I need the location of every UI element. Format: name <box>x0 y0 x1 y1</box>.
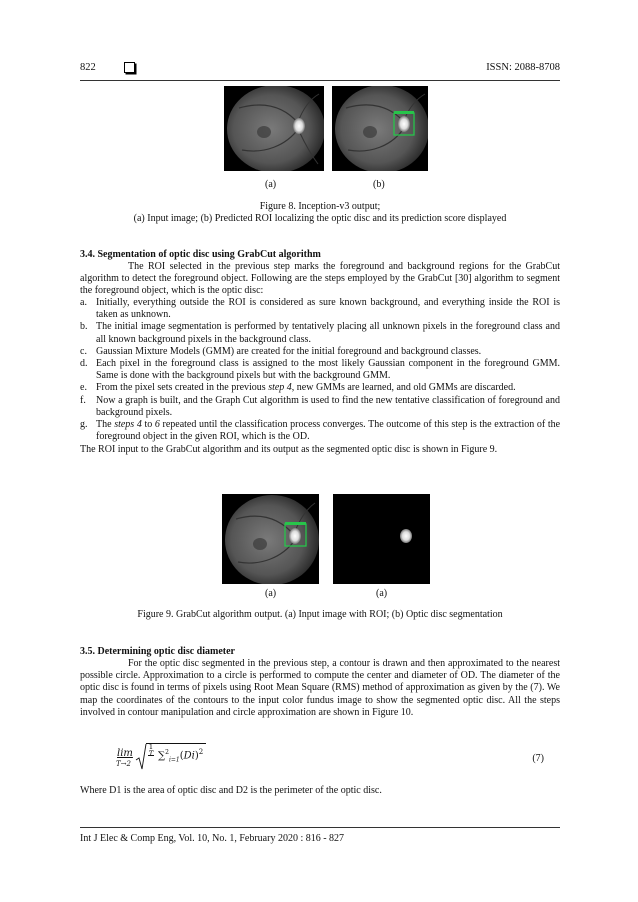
fig9-caption: Figure 9. GrabCut algorithm output. (a) Input image with ROI; (b) Optic disc segmentation <box>137 609 503 620</box>
list-item: g. The steps 4 to 6 repeated until the classification process converges. The outcome of this step is the extraction of the foreground object in the given ROI, which is the OD. <box>80 419 561 443</box>
page-number: 822 <box>80 62 96 73</box>
list-item: d. Each pixel in the foreground class is assigned to the most likely Gaussian component in the foreground GMM. Same is done with the background pixels but with the background GMM. <box>80 358 560 382</box>
fig8-label-b: (b) <box>373 179 385 190</box>
list-item: f. Now a graph is built, and the Graph Cut algorithm is used to find the new tentative classification of foreground and background pixels. <box>80 394 560 418</box>
square-icon <box>124 62 135 73</box>
section-3-4-outro: The ROI input to the GrabCut algorithm and its output as the segmented optic disc is shown in Figure 9. <box>80 444 498 455</box>
where-text: Where D1 is the area of optic disc and D2 is the perimeter of the optic disc. <box>80 785 382 796</box>
list-item: b. The initial image segmentation is performed by tentatively placing all unknown pixels in the foreground class and all known background pixels in the background class. <box>80 321 560 345</box>
fig9-label-a: (a) <box>265 588 277 599</box>
footer-rule <box>80 827 560 828</box>
fig8-caption-line1: Figure 8. Inception-v3 output; <box>259 201 381 212</box>
fundus-input-image <box>224 86 324 171</box>
section-3-4-intro: The ROI selected in the previous step marks the foreground and background regions for the GrabCut algorithm to detect the foreground object. Following are the steps employed by the GrabCut [30] algorithm to segment the foreground object, which is the optic disc: <box>80 261 560 297</box>
issn: ISSN: 2088-8708 <box>486 62 560 73</box>
equation-number: (7) <box>532 753 544 764</box>
fig8-caption-line2: (a) Input image; (b) Predicted ROI localizing the optic disc and its prediction score displayed <box>133 213 507 224</box>
fundus-roi-image <box>332 86 428 171</box>
rms-equation: lim T→2 1 T $\sum^2_{i=1}(Di)^2$ <box>117 743 227 773</box>
header-rule <box>80 80 560 81</box>
fig9-label-b: (a) <box>376 588 388 599</box>
list-item: c. Gaussian Mixture Models (GMM) are created for the initial foreground and background classes. <box>80 345 482 357</box>
section-3-4-heading: 3.4. Segmentation of optic disc using GrabCut algorithm <box>80 249 321 260</box>
list-item: a. Initially, everything outside the ROI is considered as sure known background, and everything inside the ROI is taken as unknown. <box>80 297 560 321</box>
section-3-5-heading: 3.5. Determining optic disc diameter <box>80 646 235 657</box>
optic-disc-segmentation-image <box>333 494 430 584</box>
grabcut-steps-list <box>80 297 560 443</box>
list-item: e. From the pixel sets created in the previous step 4, new GMMs are learned, and old GMMs are discarded. <box>80 382 516 394</box>
footer-citation: Int J Elec & Comp Eng, Vol. 10, No. 1, February 2020 : 816 - 827 <box>80 833 345 844</box>
section-3-5-paragraph: For the optic disc segmented in the previous step, a contour is drawn and then approximated to the nearest possible circle. Approximation to a circle is performed to compute the center and diameter of OD. The diameter of the optic disc is found in terms of pixels using Root Mean Square (RMS) method of approximation as given by the (7). We map the coordinates of the contours to the input color fundus image to show the segmented optic disc. All the steps involved in contour manipulation and circle approximation are shown in Figure 10. <box>80 658 560 718</box>
fig8-label-a: (a) <box>265 179 277 190</box>
fundus-roi-input-image <box>222 494 319 584</box>
